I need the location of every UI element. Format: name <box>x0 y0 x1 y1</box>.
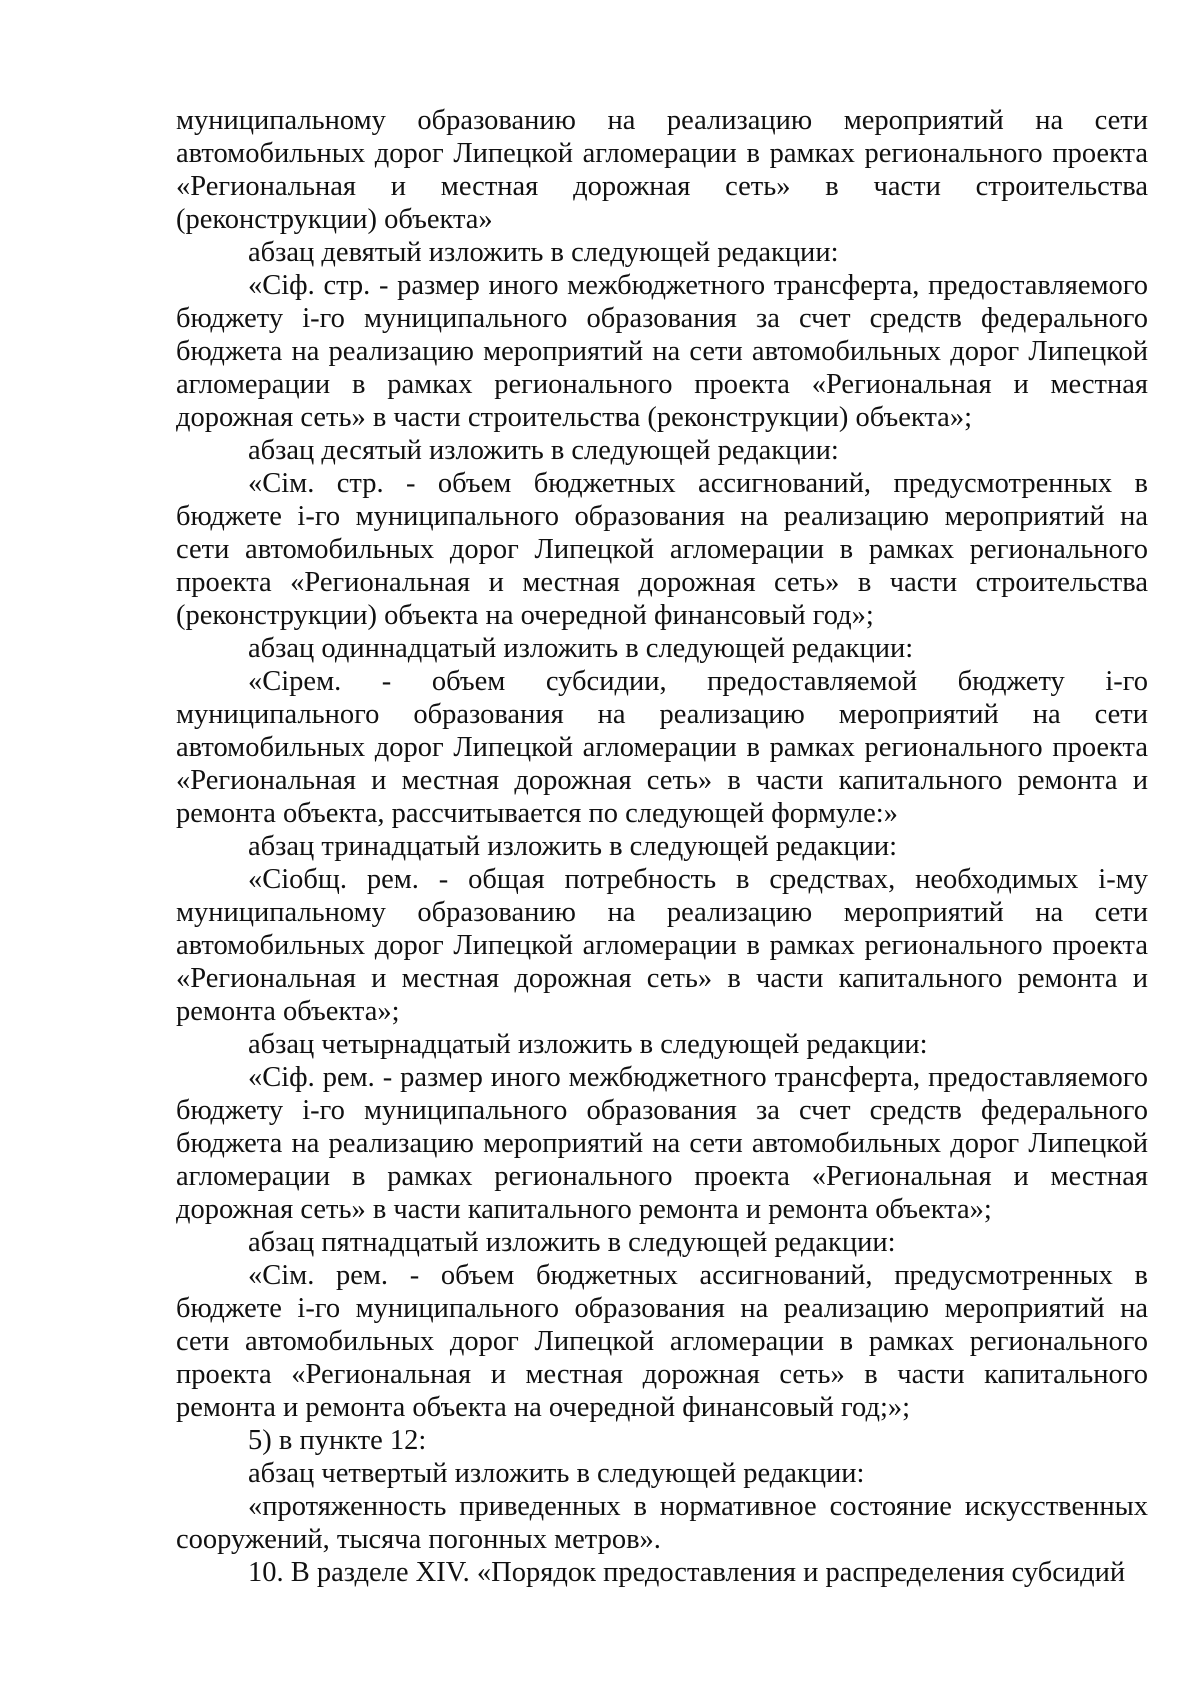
paragraph: 5) в пункте 12: <box>248 1425 427 1456</box>
paragraph: абзац четвертый изложить в следующей редакции: <box>248 1458 865 1489</box>
paragraph: абзац десятый изложить в следующей редакции: <box>248 435 839 466</box>
paragraph: абзац пятнадцатый изложить в следующей редакции: <box>248 1227 896 1258</box>
paragraph: абзац четырнадцатый изложить в следующей редакции: <box>248 1029 928 1060</box>
paragraph: 10. В разделе XIV. «Порядок предоставления и распределения субсидий <box>248 1557 1126 1588</box>
paragraph: муниципальному образованию на реализацию мероприятий на сети автомобильных дорог Липецкой агломерации в рамках регионального проекта «Региональная и местная дорожная сеть» в части строительства (реконструкции) объекта» <box>176 105 1148 235</box>
paragraph: «Сiм. рем. - объем бюджетных ассигнований, предусмотренных в бюджете i-го муниципального образования на реализацию мероприятий на сети автомобильных дорог Липецкой агломерации в рамках регионального проекта «Региональная и местная дорожная сеть» в части капитального ремонта и ремонта объекта на очередной финансовый год;»; <box>176 1260 1148 1423</box>
paragraph: «протяженность приведенных в нормативное состояние искусственных сооружений, тысяча погонных метров». <box>176 1491 1148 1555</box>
paragraph: «Сiф. стр. - размер иного межбюджетного трансферта, предоставляемого бюджету i-го муниципального образования за счет средств федерального бюджета на реализацию мероприятий на сети автомобильных дорог Липецкой агломерации в рамках регионального проекта «Региональная и местная дорожная сеть» в части строительства (реконструкции) объекта»; <box>176 270 1148 433</box>
paragraph: «Сiф. рем. - размер иного межбюджетного трансферта, предоставляемого бюджету i-го муниципального образования за счет средств федерального бюджета на реализацию мероприятий на сети автомобильных дорог Липецкой агломерации в рамках регионального проекта «Региональная и местная дорожная сеть» в части капитального ремонта и ремонта объекта»; <box>176 1062 1148 1225</box>
paragraph: «Сiобщ. рем. - общая потребность в средствах, необходимых i-му муниципальному образованию на реализацию мероприятий на сети автомобильных дорог Липецкой агломерации в рамках регионального проекта «Региональная и местная дорожная сеть» в части капитального ремонта и ремонта объекта»; <box>176 864 1148 1027</box>
paragraph: «Сiм. стр. - объем бюджетных ассигнований, предусмотренных в бюджете i-го муниципального образования на реализацию мероприятий на сети автомобильных дорог Липецкой агломерации в рамках регионального проекта «Региональная и местная дорожная сеть» в части строительства (реконструкции) объекта на очередной финансовый год»; <box>176 468 1148 631</box>
paragraph: абзац тринадцатый изложить в следующей редакции: <box>248 831 898 862</box>
paragraph: абзац одиннадцатый изложить в следующей редакции: <box>248 633 914 664</box>
paragraph: абзац девятый изложить в следующей редакции: <box>248 237 839 268</box>
paragraph: «Сiрем. - объем субсидии, предоставляемой бюджету i-го муниципального образования на реализацию мероприятий на сети автомобильных дорог Липецкой агломерации в рамках регионального проекта «Региональная и местная дорожная сеть» в части капитального ремонта и ремонта объекта, рассчитывается по следующей формуле:» <box>176 666 1148 829</box>
document-body <box>176 104 1148 1589</box>
